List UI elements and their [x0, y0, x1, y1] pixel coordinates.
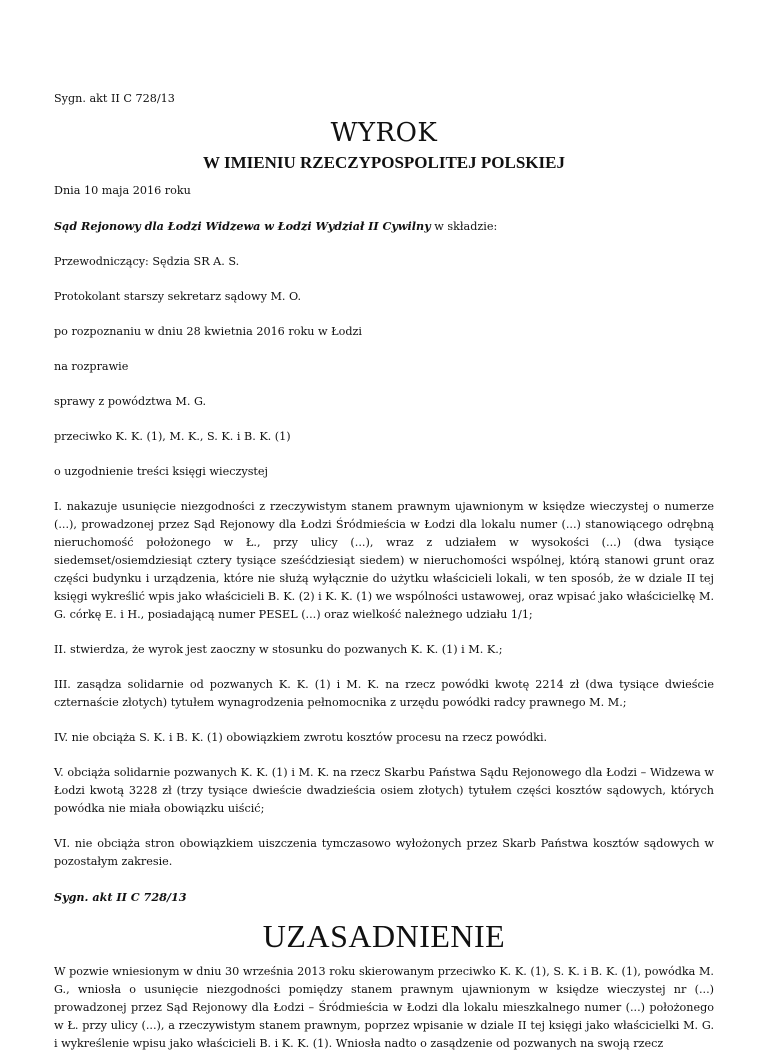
ruling-item: III. zasądza solidarnie od pozwanych K. K. (1) i M. K. na rzecz powódki kwotę 2214 zł (dwa tysiące dwieście czternaście złotych) tytułem wynagrodzenia pełnomocnika z urzędu powódki radcy prawnego M. M.;: [54, 678, 714, 709]
court-line: [54, 217, 714, 236]
hearing-type: na rozprawie: [54, 360, 129, 373]
case-reference: Sygn. akt II C 728/13: [54, 92, 175, 105]
justification-title: UZASADNIENIE: [262, 918, 506, 954]
claimant-line: sprawy z powództwa M. G.: [54, 395, 207, 408]
ruling-item: II. stwierdza, że wyrok jest zaoczny w stosunku do pozwanych K. K. (1) i M. K.;: [54, 643, 503, 656]
court-name: Sąd Rejonowy dla Łodzi Widzewa w Łodzi Wydział II Cywilny: [54, 219, 431, 233]
court-suffix: w składzie:: [430, 220, 498, 233]
ruling-item: IV. nie obciąża S. K. i B. K. (1) obowiązkiem zwrotu kosztów procesu na rzecz powódki.: [54, 731, 548, 744]
judgment-title: WYROK: [330, 118, 438, 148]
hearing-date: po rozpoznaniu w dniu 28 kwietnia 2016 roku w Łodzi: [54, 325, 362, 338]
date-line: Dnia 10 maja 2016 roku: [54, 184, 191, 197]
presiding-judge: Przewodniczący: Sędzia SR A. S.: [54, 255, 240, 268]
judgment-subtitle: W IMIENIU RZECZYPOSPOLITEJ POLSKIEJ: [203, 153, 565, 172]
ruling-item: VI. nie obciąża stron obowiązkiem uiszczenia tymczasowo wyłożonych przez Skarb Państwa kosztów sądowych w pozostałym zakresie.: [54, 837, 714, 868]
justification-text: W pozwie wniesionym w dniu 30 września 2013 roku skierowanym przeciwko K. K. (1), S. K. i B. K. (1), powódka M. G., wniosła o usunięcie niezgodności pomiędzy stanem prawnym ujawnionym w księdze wieczystej nr (...) prowadzonej przez Sąd Rejonowy dla Łodzi – Śródmieścia w Łodzi dla lokalu mieszkalnego numer (...) położonego w Ł. przy ulicy (...), a rzeczywistym stanem prawnym, poprzez wpisanie w dziale II tej księgi jako właścicielki M. G. i wykreślenie wpisu jako właścicieli B. i K. K. (1). Wniosła nadto o zasądzenie od pozwanych na swoją rzecz: [54, 965, 714, 1050]
case-subject: o uzgodnienie treści księgi wieczystej: [54, 465, 269, 478]
defendants-line: przeciwko K. K. (1), M. K., S. K. i B. K. (1): [54, 430, 291, 443]
ruling-item: V. obciąża solidarnie pozwanych K. K. (1) i M. K. na rzecz Skarbu Państwa Sądu Rejonowego dla Łodzi – Widzewa w Łodzi kwotą 3228 zł (trzy tysiące dwieście dwadzieścia osiem złotych) tytułem części kosztów sądowych, których powódka nie miała obowiązku uiścić;: [54, 766, 714, 815]
court-clerk: Protokolant starszy sekretarz sądowy M. O.: [54, 290, 302, 303]
case-reference-repeat: Sygn. akt II C 728/13: [54, 890, 187, 904]
ruling-item: I. nakazuje usunięcie niezgodności z rzeczywistym stanem prawnym ujawnionym w księdze wieczystej o numerze (...), prowadzonej przez Sąd Rejonowy dla Łodzi Śródmieścia w Łodzi dla lokalu numer (...) stanowiącego odrębną nieruchomość położonego w Ł., przy ulicy (...), wraz z udziałem w wysokości (...) (dwa tysiące siedemset/osiemdziesiąt cztery tysiące sześćdziesiąt siedem) w nieruchomości wspólnej, którą stanowi grunt oraz części budynku i urządzenia, które nie służą wyłącznie do użytku właścicieli lokali, w ten sposób, że w dziale II tej księgi wykreślić wpis jako właścicieli B. K. (2) i K. K. (1) we wspólności ustawowej, oraz wpisać jako właścicielkę M. G. córkę E. i H., posiadającą numer PESEL (...) oraz wielkość należnego udziału 1/1;: [54, 500, 714, 621]
